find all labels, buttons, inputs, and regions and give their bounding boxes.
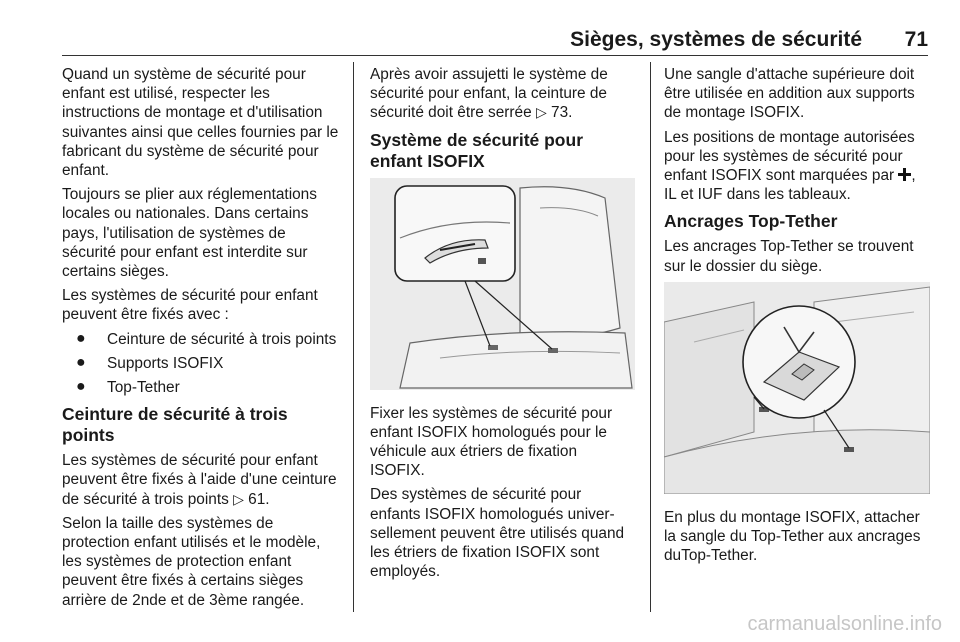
paragraph: Des systèmes de sécurité pour enfants ISOFIX homologués universellement peuvent être utilisés quand les étriers de fixation ISOFIX sont employés. [370,486,625,581]
section-heading: Ancrages Top-Tether [664,211,838,232]
paragraph: Après avoir assujetti le système de sécurité pour enfant, la ceinture de sécurité doit être serrée ▷ 73. [370,66,608,122]
paragraph: En plus du montage ISOFIX, attacher la sangle du Top-Tether aux ancrages duTop-Tether. [664,508,921,565]
page-number: 71 [904,28,928,51]
paragraph: Quand un système de sécurité pour enfant est utilisé, respecter les instructions de montage et d'utilisation suivantes ainsi que celles fournies par le fabricant du système de sécurité pour enfant. [62,66,339,180]
isofix-plus-icon [898,168,911,181]
paragraph: Les systèmes de sécurité pour enfant peuvent être fixés à l'aide d'une ceinture de sécurité à trois points ▷ 61. [62,452,337,508]
column-divider [353,62,354,612]
paragraph: Les ancrages Top-Tether se trouvent sur le dossier du siège. [664,238,914,275]
column-right [664,65,930,570]
paragraph: Selon la taille des systèmes de protection enfant utilisés et le modèle, les systèmes de protection enfant peuvent être fixés à certains sièges arrière de 2nde et de 3ème rangée. [62,514,321,609]
list-item: ● Ceinture de sécurité à trois points [76,329,337,348]
paragraph: Toujours se plier aux réglementations locales ou nationales. Dans certains pays, l'utilisation de systèmes de sécurité pour enfant est interdite sur certains sièges. [62,186,317,281]
page-reference-icon[interactable]: ▷ [535,104,547,121]
bullet-list [62,330,342,398]
paragraph: Fixer les systèmes de sécurité pour enfant ISOFIX homologués pour le véhicule aux étriers de fixation ISOFIX. [370,404,613,480]
isofix-illustration [370,178,635,390]
paragraph: Une sangle d'attache supérieure doit être utilisée en addition aux supports de montage ISOFIX. [664,66,915,122]
section-heading: Système de sécurité pour enfant ISOFIX [370,129,583,171]
section-heading: Ceinture de sécurité à trois points [62,404,288,446]
bullet-icon: ● [76,353,86,371]
list-item: ● Top-Tether [76,378,180,397]
paragraph: Les positions de montage autorisées pour les systèmes de sécurité pour enfant ISOFIX sont marquées par , IL et IUF dans les tableaux. [664,128,916,204]
paragraph: Les systèmes de sécurité pour enfant peuvent être fixés avec : [62,287,318,324]
page-title: Sièges, systèmes de sécurité [570,28,862,51]
watermark: carmanualsonline.info [747,613,942,635]
bullet-icon: ● [76,378,86,396]
column-left [62,65,342,615]
column-middle [370,65,635,586]
bullet-icon: ● [76,329,86,347]
list-item: ● Supports ISOFIX [76,353,224,372]
top-tether-illustration [664,282,930,494]
header-divider [62,55,928,56]
page-header [62,22,928,56]
column-divider [650,62,651,612]
page-reference-icon[interactable]: ▷ [233,490,244,507]
